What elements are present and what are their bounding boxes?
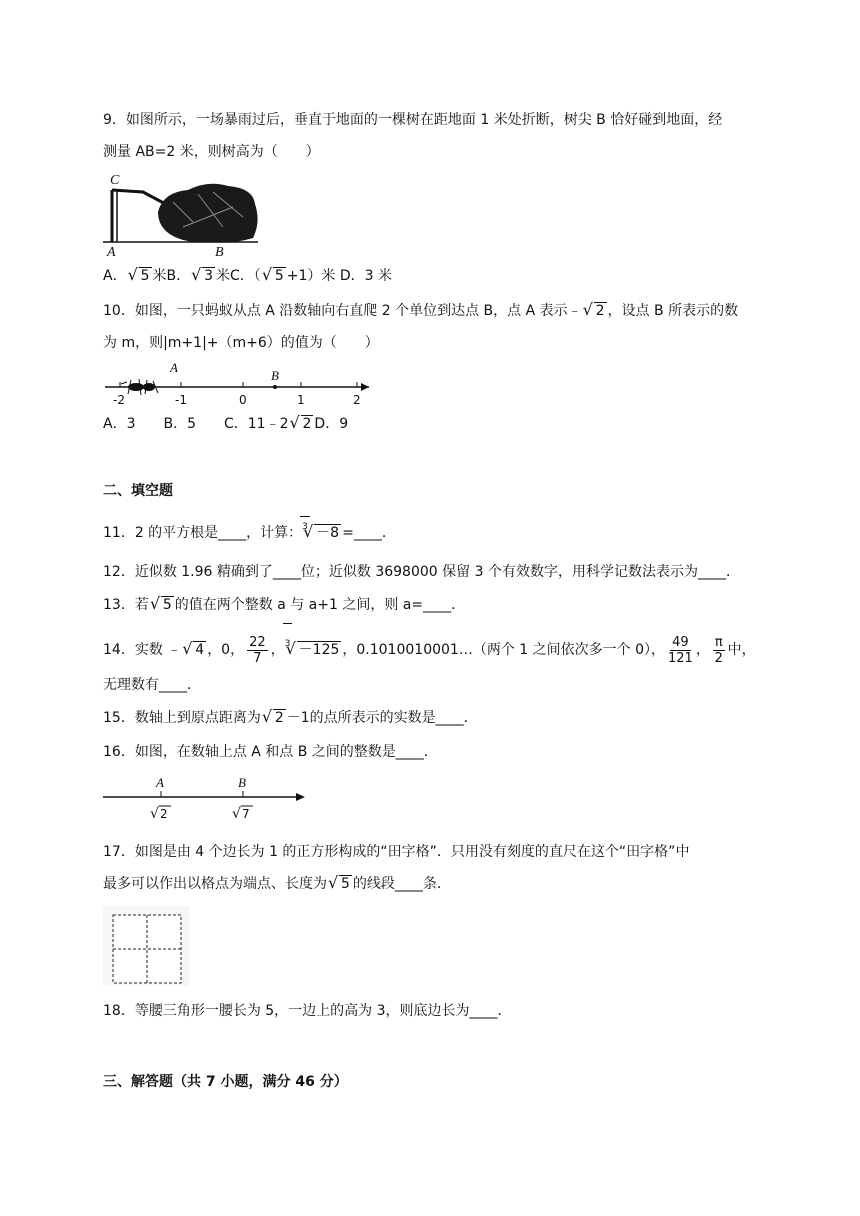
svg-text:√: √ [232,806,241,822]
fraction: $\frac{\pi}{2}$ [714,634,723,666]
sqrt-symbol: √ 3 [191,266,215,286]
q9-line2: 测量 AB=2 米，则树高为（ ） [103,144,320,160]
sqrt-symbol: √ 4 [182,630,206,670]
q17-line1: 17．如图是由 4 个边长为 1 的正方形构成的“田字格”．只用没有刻度的直尺在这个“田字格”中 [103,844,690,860]
q15: 15．数轴上到原点距离为√ 2 －1的点所表示的实数是____． [103,708,478,728]
q9-tree-figure [103,172,263,258]
q16-b-value: 7 [242,807,250,821]
q10-point-a: A [170,360,178,375]
cube-root-symbol: √ 3 －125 [286,630,342,670]
q9-opt-c-suffix: +1）米 D．3 米 [286,268,392,284]
q9-opt-a-suffix: 米B． [152,268,191,284]
q14-line2: 无理数有____． [103,677,201,693]
q9-line1: 9．如图所示，一场暴雨过后，垂直于地面的一棵树在距地面 1 米处折断，树尖 B 恰好碰到地面，经 [103,112,723,128]
q10-number-line-figure [103,360,375,408]
q16-point-a: A [156,775,164,790]
q18: 18．等腰三角形一腰长为 5，一边上的高为 3，则底边长为____． [103,1003,512,1019]
q9-opt-b-suffix: 米C．（ [216,268,261,284]
q10-tick-label: 1 [297,393,305,407]
q10-tick-label: -1 [175,393,187,407]
sqrt-symbol: √ 5 [128,266,152,286]
q10-line1: 10．如图，一只蚂蚁从点 A 沿数轴向右直爬 2 个单位到达点 B，点 A 表示﹣√ 2 ，设点 B 所表示的数 [103,301,738,321]
q16-point-b: B [238,775,246,790]
q10-options: A．3 B．5 C．11﹣2√ 2 D．9 [103,414,348,434]
section-3-heading: 三、解答题（共 7 小题，满分 46 分） [103,1074,348,1090]
q16: 16．如图，在数轴上点 A 和点 B 之间的整数是____． [103,744,438,760]
sqrt-symbol: √ 2 [290,414,314,434]
q9-options [103,266,392,286]
svg-text:√: √ [150,806,159,822]
q10-tick-label: 0 [239,393,247,407]
q9-label-a: A [107,245,116,258]
cube-root-symbol: √ 3 －8 [303,523,341,543]
fraction: $\frac{22}{7}$ [249,634,266,666]
sqrt-symbol: √ 5 [150,595,174,615]
q11: 11．2 的平方根是____，计算： √ 3 －8 =____． [103,523,396,543]
q17-line2: 最多可以作出以格点为端点、长度为√ 5 的线段____条． [103,874,451,894]
q17-grid-figure [103,906,189,986]
q9-opt-a-prefix: A． [103,268,127,284]
q14-line1: 14．实数 ﹣√ 4 ，0， $\frac{22}{7}$ ， √ 3 －125 ，0.1010010001…（两个 1 之间依次多一个 0）， $\frac{49}{121}$ ， $\frac{\pi}{2}$ 中， [103,630,756,670]
section-2-heading: 二、填空题 [103,483,173,499]
q9-label-c: C [110,173,120,188]
q12: 12．近似数 1.96 精确到了____位；近似数 3698000 保留 3 个有效数字，用科学记数法表示为____． [103,564,740,580]
q13: 13．若√ 5 的值在两个整数 a 与 a+1 之间，则 a=____． [103,595,465,615]
q10-line2: 为 m，则|m+1|+（m+6）的值为（ ） [103,335,379,351]
q10-tick-label: 2 [353,393,361,407]
q10-point-b: B [271,368,279,383]
sqrt-symbol: √ 5 [262,266,286,286]
sqrt-symbol: √ 5 [328,874,352,894]
q9-label-b: B [215,245,224,258]
q16-number-line-figure [103,772,309,828]
fraction: $\frac{49}{121}$ [668,634,693,666]
sqrt-symbol: √ 2 [262,708,286,728]
q10-tick-label: -2 [113,393,125,407]
q16-a-value: 2 [160,807,168,821]
sqrt-symbol: √ 2 [583,301,607,321]
